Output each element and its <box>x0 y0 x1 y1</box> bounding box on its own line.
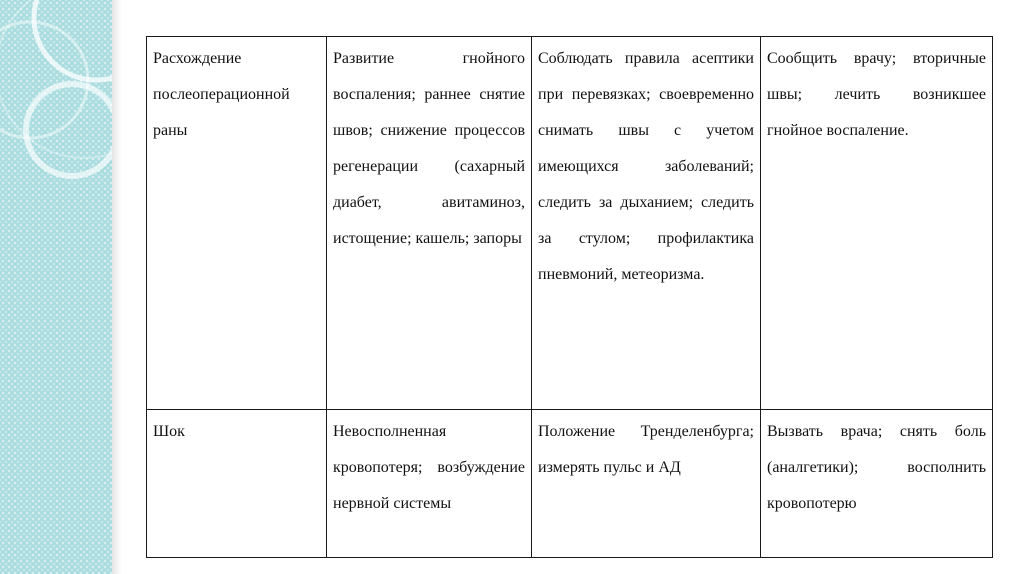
complication-text: Шок <box>153 423 185 440</box>
actions-text: Вызвать врача; снять боль (аналгетики); восполнить кровопотерю <box>767 423 986 512</box>
actions-cell <box>761 410 993 558</box>
complication-cell <box>147 37 327 410</box>
prevention-cell <box>532 37 761 410</box>
causes-text: Невосполненная кровопотеря; возбуждение нервной системы <box>333 423 525 512</box>
prevention-cell <box>532 410 761 558</box>
actions-text: Сообщить врачу; вторичные швы; лечить возникшее гнойное воспаление. <box>767 50 986 139</box>
table-row <box>147 410 993 558</box>
table-row <box>147 37 993 410</box>
decorative-side-panel <box>0 0 112 574</box>
complications-table <box>146 36 993 558</box>
complication-cell <box>147 410 327 558</box>
decorative-rings <box>0 0 112 574</box>
complication-text: Расхождение послеоперационной раны <box>153 50 290 139</box>
prevention-text: Соблюдать правила асептики при перевязках; своевременно снимать швы с учетом имеющихся заболеваний; следить за дыханием; следить за стулом; профилактика пневмоний, метеоризма. <box>538 50 754 283</box>
prevention-text: Положение Тренделенбурга; измерять пульс и АД <box>538 423 754 476</box>
side-panel-shadow <box>112 0 122 574</box>
causes-text: Развитие гнойного воспаления; раннее снятие швов; снижение процессов регенерации (сахарный диабет, авитаминоз, истощение; кашель; запоры <box>333 50 525 247</box>
actions-cell <box>761 37 993 410</box>
causes-cell <box>327 410 532 558</box>
causes-cell <box>327 37 532 410</box>
